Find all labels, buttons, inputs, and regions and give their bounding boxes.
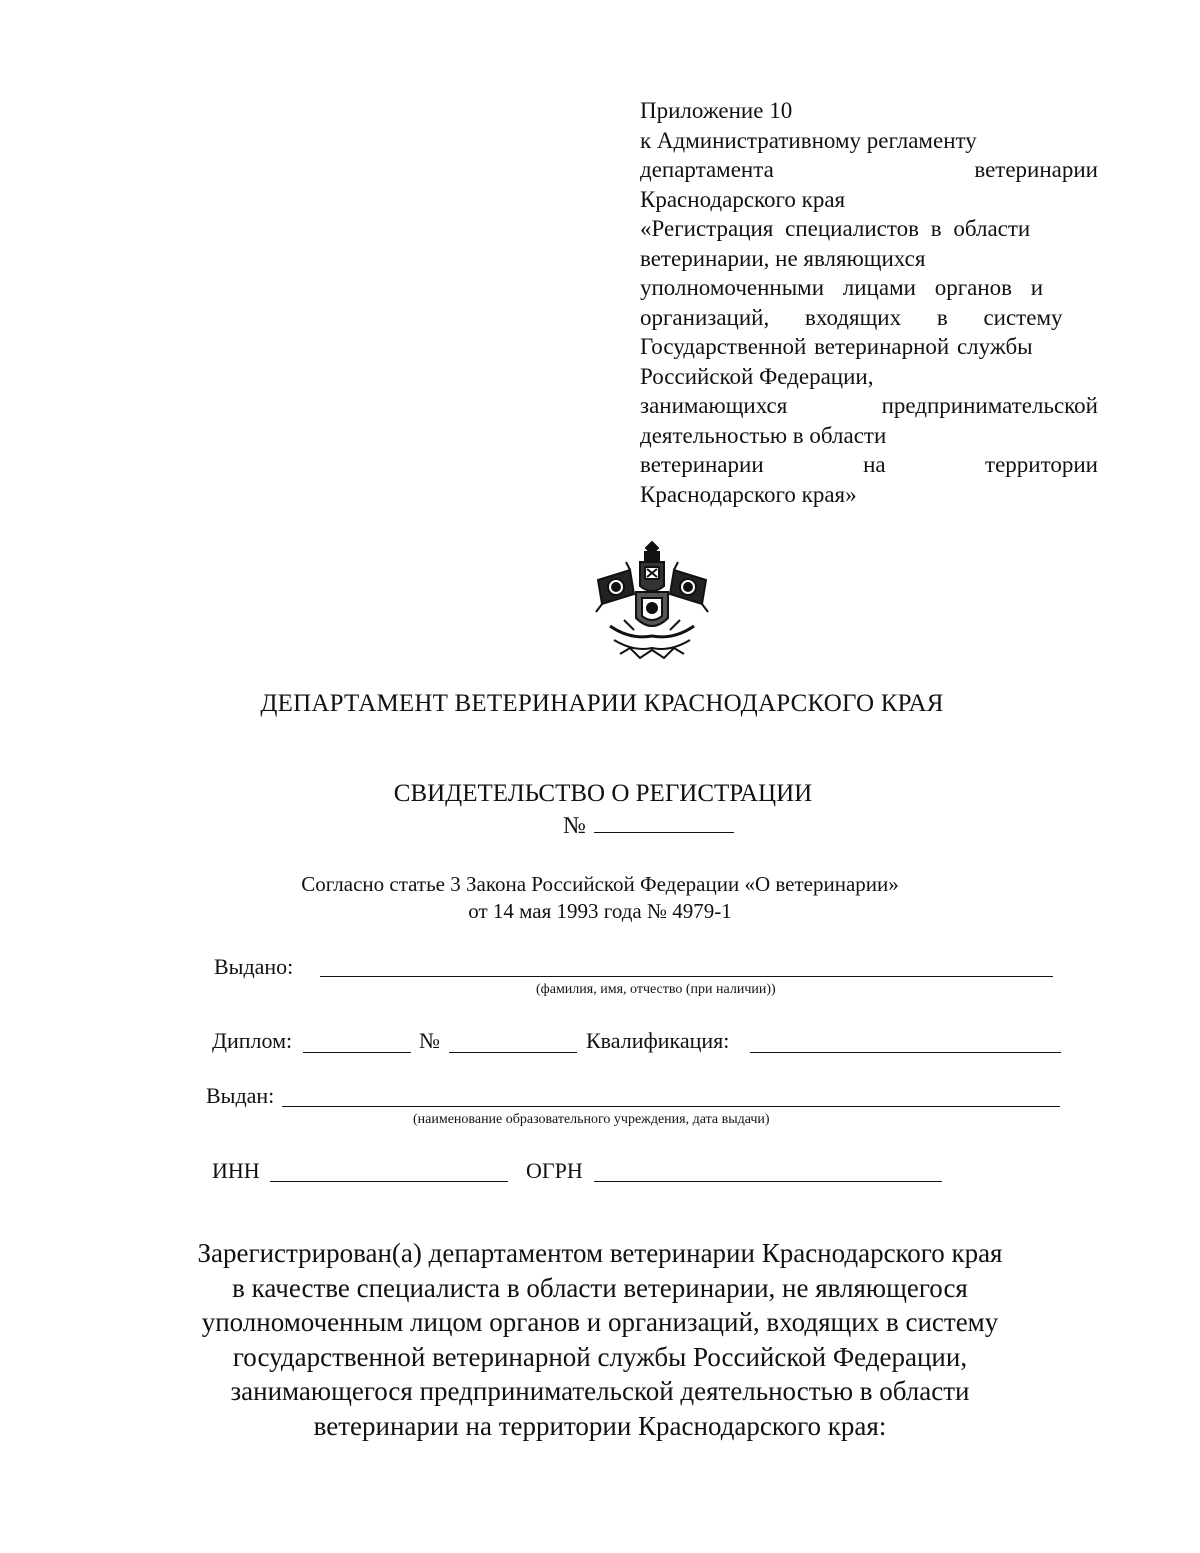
diploma-number-label: № (419, 1028, 440, 1053)
appendix-line: Государственной ветеринарной службы (640, 334, 1033, 359)
issued-by-blank (282, 1106, 1060, 1107)
appendix-line: Краснодарского края» (640, 481, 857, 507)
registration-statement (0, 1236, 1200, 1443)
registration-statement-line: занимающегося предпринимательской деятельностью в области (230, 1376, 970, 1406)
issued-to-caption: (фамилия, имя, отчество (при наличии)) (536, 982, 776, 997)
registration-statement-line: государственной ветеринарной службы Российской Федерации, (232, 1341, 968, 1372)
appendix-line: деятельностью в области (640, 422, 887, 448)
appendix-word: департамента (640, 157, 774, 182)
appendix-line (640, 391, 1098, 421)
appendix-line: уполномоченными лицами органов и (640, 275, 1044, 300)
inn-blank (270, 1181, 508, 1182)
appendix-word: территории (985, 452, 1098, 477)
appendix-line: Приложение 10 (640, 98, 793, 123)
krasnodar-coat-of-arms-icon (590, 540, 714, 666)
appendix-word: ветеринарии (974, 157, 1098, 182)
certificate-number-label: № (563, 813, 586, 839)
law-reference-line-2: от 14 мая 1993 года № 4979-1 (468, 899, 732, 923)
appendix-word: предпринимательской (881, 393, 1098, 418)
appendix-line: ветеринарии, не являющихся (640, 245, 926, 271)
appendix-line: организаций, входящих в систему (640, 304, 1063, 330)
qualification-label: Квалификация: (586, 1028, 730, 1053)
appendix-block (640, 96, 1098, 509)
registration-statement-line: уполномоченным лицом органов и организаций, входящих в систему (201, 1307, 999, 1337)
diploma-number-blank (449, 1052, 577, 1053)
certificate-number-blank (594, 812, 734, 833)
issued-by-label: Выдан: (206, 1083, 275, 1108)
issued-by-caption: (наименование образовательного учреждения, дата выдачи) (413, 1112, 770, 1127)
ogrn-blank (594, 1181, 942, 1182)
appendix-line: к Административному регламенту (640, 127, 977, 153)
appendix-word: ветеринарии (640, 452, 764, 477)
law-reference-line-1: Согласно статье 3 Закона Российской Федерации «О ветеринарии» (301, 872, 899, 896)
diploma-label: Диплом: (212, 1028, 293, 1053)
issued-to-blank (320, 976, 1053, 977)
ogrn-label: ОГРН (526, 1158, 583, 1183)
department-title: ДЕПАРТАМЕНТ ВЕТЕРИНАРИИ КРАСНОДАРСКОГО КРАЯ (260, 690, 944, 717)
qualification-blank (750, 1052, 1061, 1053)
certificate-title: СВИДЕТЕЛЬСТВО О РЕГИСТРАЦИИ (393, 780, 813, 807)
certificate-number (563, 812, 734, 840)
appendix-word: занимающихся (640, 393, 788, 418)
appendix-line: Краснодарского края (640, 186, 846, 212)
issued-to-label: Выдано: (214, 954, 294, 979)
registration-statement-line: Зарегистрирован(а) департаментом ветеринарии Краснодарского края (197, 1238, 1003, 1268)
appendix-line: Российской Федерации, (640, 363, 874, 389)
inn-label: ИНН (212, 1158, 260, 1183)
appendix-line (640, 155, 1098, 185)
appendix-line (640, 450, 1098, 480)
registration-statement-line: в качестве специалиста в области ветеринарии, не являющегося (232, 1272, 968, 1303)
registration-statement-line: ветеринарии на территории Краснодарского края: (313, 1410, 887, 1441)
diploma-series-blank (303, 1052, 411, 1053)
appendix-line: «Регистрация специалистов в области (640, 216, 1031, 241)
appendix-word: на (863, 452, 886, 477)
